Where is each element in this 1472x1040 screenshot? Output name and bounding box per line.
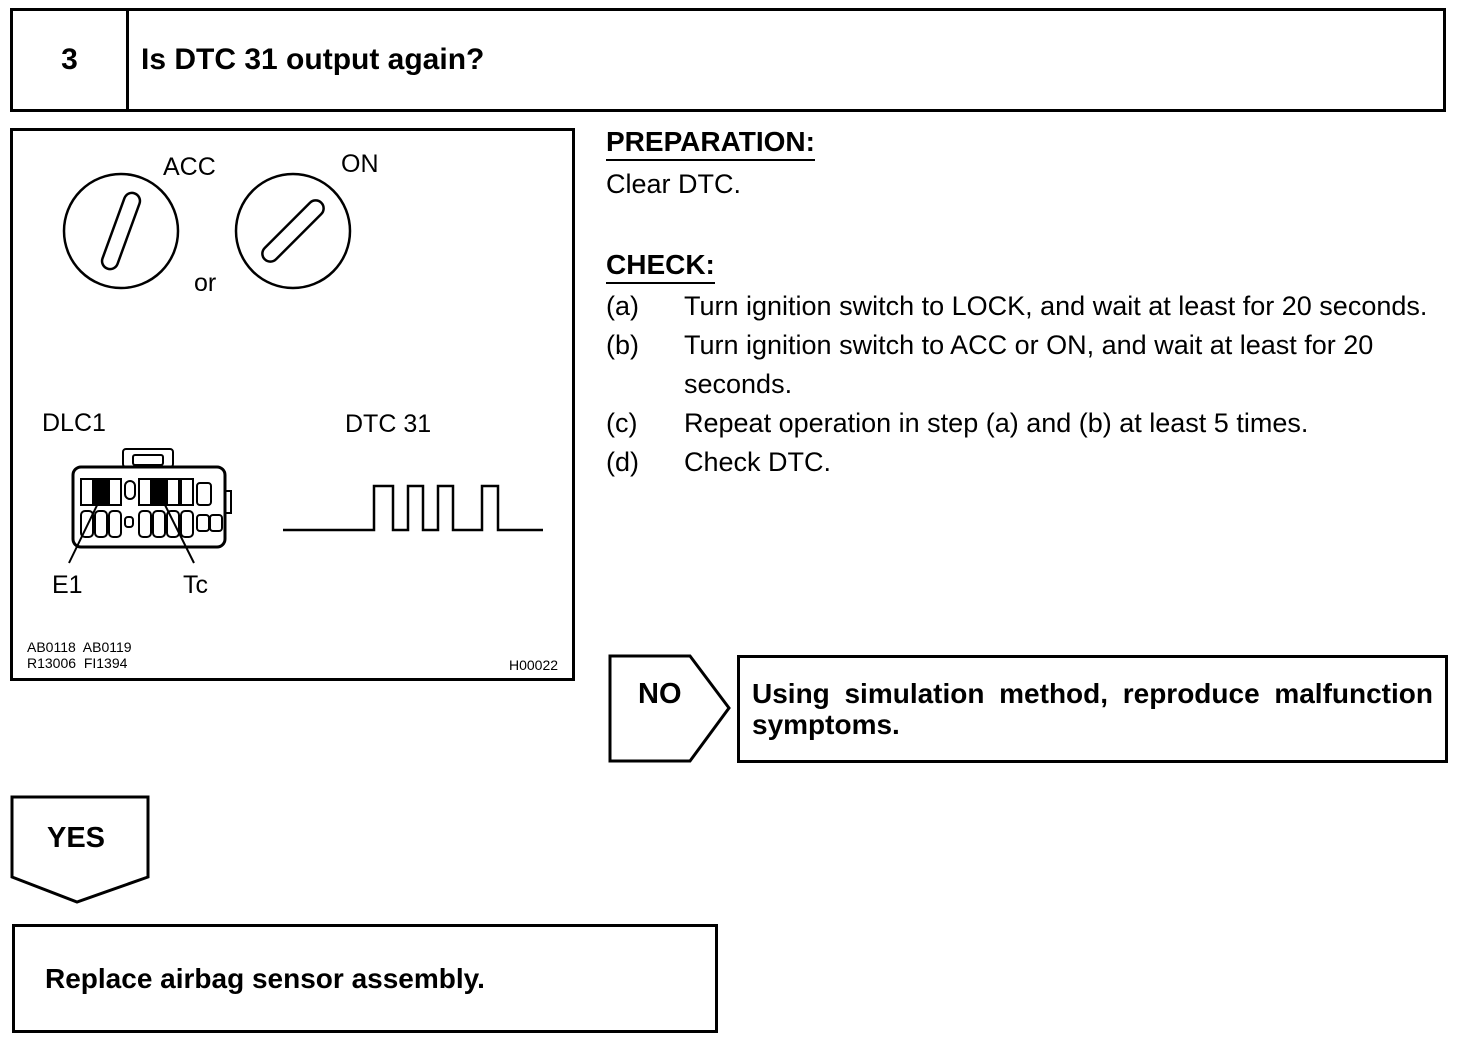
check-item-mark: (d)	[606, 447, 639, 477]
check-heading: CHECK:	[606, 249, 715, 284]
preparation-heading: PREPARATION:	[606, 126, 815, 161]
check-item-mark: (c)	[606, 408, 638, 438]
yes-result-box	[12, 924, 718, 1033]
step-number: 3	[13, 11, 129, 109]
yes-result-text: Replace airbag sensor assembly.	[45, 963, 485, 994]
ref-codes-line1: AB0118 AB0119	[27, 639, 132, 655]
or-label: or	[194, 269, 217, 297]
yes-label: YES	[47, 822, 106, 854]
step-question: Is DTC 31 output again?	[141, 43, 485, 76]
key-acc-label: ACC	[163, 153, 216, 181]
key-on-label: ON	[341, 150, 379, 178]
dlc1-label: DLC1	[42, 409, 106, 437]
check-item-mark: (b)	[606, 330, 639, 360]
check-item-text: Check DTC.	[684, 447, 832, 477]
ref-codes-line2: R13006 FI1394	[27, 655, 128, 671]
dtc-31-label: DTC 31	[345, 410, 432, 438]
terminal-e1-label: E1	[52, 571, 83, 599]
no-result-text: Using simulation method, reproduce malfunction symptoms.	[752, 678, 1433, 740]
check-item-text: Repeat operation in step (a) and (b) at least 5 times.	[684, 408, 1309, 438]
check-item-mark: (a)	[606, 291, 639, 321]
preparation-text: Clear DTC.	[606, 169, 742, 199]
no-label: NO	[638, 678, 682, 710]
no-result-box	[737, 655, 1448, 763]
check-item-text: Turn ignition switch to LOCK, and wait at least for 20 seconds.	[684, 291, 1428, 321]
figure-id: H00022	[509, 657, 559, 673]
check-item-text: Turn ignition switch to ACC or ON, and wait at least for 20 seconds.	[684, 330, 1374, 399]
terminal-tc-label: Tc	[183, 571, 208, 599]
